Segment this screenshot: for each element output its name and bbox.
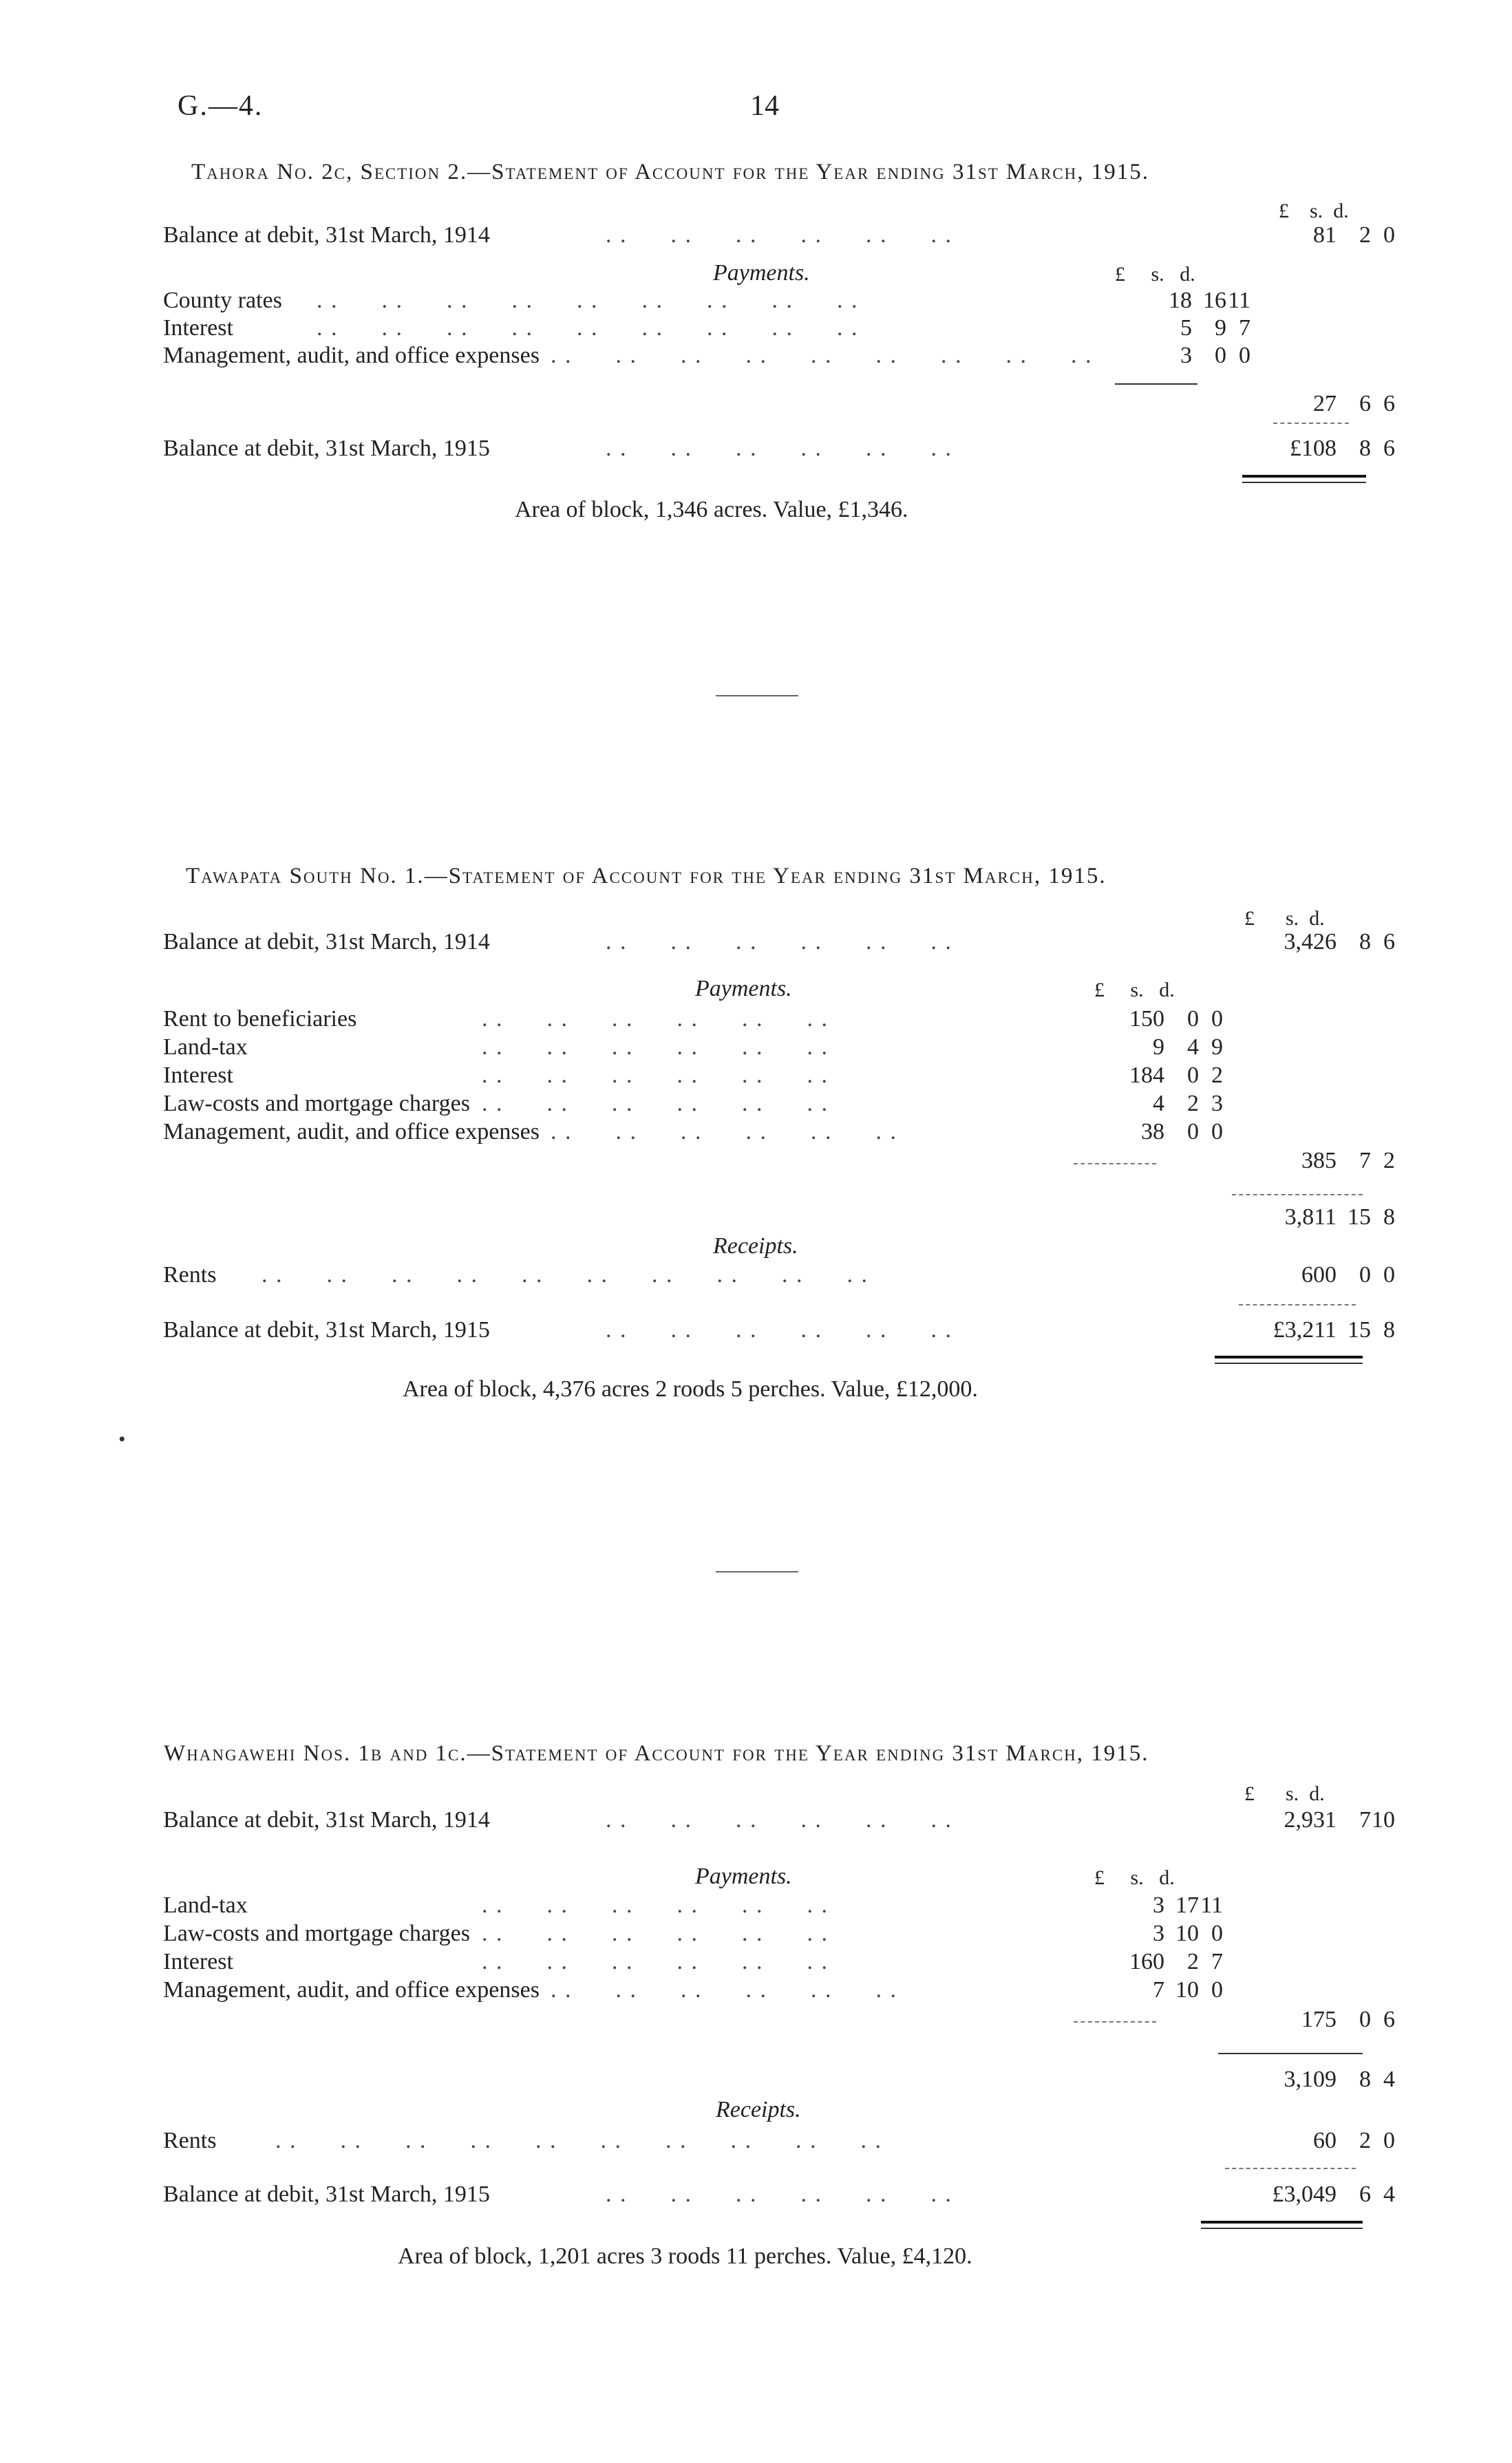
payment-row xyxy=(0,1034,1512,1065)
amount-pence: 9 xyxy=(1211,1034,1223,1060)
amount-pence: 3 xyxy=(1211,1091,1223,1116)
block-area-value: Area of block, 4,376 acres 2 roods 5 perches. Value, £12,000. xyxy=(403,1376,978,1402)
payment-row xyxy=(0,1949,1512,1979)
payment-row xyxy=(0,343,1512,373)
row-label: Balance at debit, 31st March, 1914 xyxy=(163,1807,490,1833)
double-rule xyxy=(1242,482,1366,483)
closing-balance-row xyxy=(0,2182,1512,2212)
amount-pence: 11 xyxy=(1228,288,1250,313)
amount-pence: 0 xyxy=(1383,1262,1395,1288)
block-area-value: Area of block, 1,201 acres 3 roods 11 perches. Value, £4,120. xyxy=(398,2243,972,2269)
payments-total-row xyxy=(0,391,1512,421)
amount-pounds: 60 xyxy=(1313,2128,1337,2153)
rule xyxy=(1225,2168,1356,2169)
pounds-label: £ xyxy=(1244,1782,1255,1805)
statement-title: Tahora No. 2c, Section 2.—Statement of Account for the Year ending 31st March, 1915. xyxy=(191,160,1150,184)
double-rule xyxy=(1201,2228,1363,2229)
shillings-label: s. xyxy=(1286,907,1299,930)
leader-dots: . . . . . . . . . . . . xyxy=(482,1949,829,1974)
payment-row xyxy=(0,315,1512,345)
row-label: Balance at debit, 31st March, 1915 xyxy=(163,436,490,461)
receipt-row xyxy=(0,2128,1512,2158)
currency-header xyxy=(1094,979,1175,1002)
amount-shillings: 0 xyxy=(1359,1262,1371,1288)
amount-pence: 11 xyxy=(1200,1892,1223,1918)
amount-pence: 8 xyxy=(1383,1317,1395,1343)
pence-label: d. xyxy=(1309,907,1325,930)
amount-shillings: 7 xyxy=(1359,1807,1371,1833)
amount-shillings: 0 xyxy=(1187,1119,1199,1144)
payment-row xyxy=(0,1063,1512,1093)
payments-heading: Payments. xyxy=(695,1864,792,1889)
rule xyxy=(1239,1304,1356,1305)
row-label: Interest xyxy=(163,1063,233,1088)
leader-dots: . . . . . . . . . . . . . . . . . . xyxy=(551,343,1093,368)
currency-header xyxy=(1244,1782,1325,1806)
amount-shillings: 4 xyxy=(1187,1034,1199,1060)
currency-header xyxy=(1279,200,1349,223)
amount-pounds: £3,049 xyxy=(1272,2182,1337,2207)
subtotal-row xyxy=(0,2067,1512,2097)
double-rule xyxy=(1215,1356,1363,1358)
row-label: Balance at debit, 31st March, 1914 xyxy=(163,222,490,248)
row-label: Management, audit, and office expenses xyxy=(163,1119,540,1144)
amount-pence: 0 xyxy=(1211,1119,1223,1144)
leader-dots: . . . . . . . . . . . . . . . . . . xyxy=(317,288,859,313)
amount-pounds: 3 xyxy=(1153,1921,1164,1946)
payment-row xyxy=(0,1921,1512,1951)
currency-header xyxy=(1244,907,1325,930)
amount-pence: 4 xyxy=(1383,2067,1395,2092)
amount-pence: 7 xyxy=(1239,315,1250,341)
amount-pounds: 3 xyxy=(1180,343,1192,368)
pence-label: d. xyxy=(1159,1866,1175,1889)
row-label: Balance at debit, 31st March, 1915 xyxy=(163,2182,490,2207)
leader-dots: . . . . . . . . . . . . xyxy=(551,1119,897,1144)
amount-pence: 4 xyxy=(1383,2182,1395,2207)
row-label: Land-tax xyxy=(163,1892,248,1918)
subtotal-row xyxy=(0,1204,1512,1235)
amount-pence: 6 xyxy=(1383,2007,1395,2032)
row-label: County rates xyxy=(163,288,282,313)
amount-shillings: 8 xyxy=(1359,436,1371,461)
leader-dots: . . . . . . . . . . . . . . . . . . . . xyxy=(275,2128,882,2153)
amount-pounds: 38 xyxy=(1141,1119,1164,1144)
leader-dots: . . . . . . . . . . . . . . . . . . xyxy=(317,315,859,341)
amount-pence: 6 xyxy=(1383,929,1395,955)
pounds-label: £ xyxy=(1244,907,1255,930)
amount-pence: 0 xyxy=(1211,1977,1223,2003)
page-number: 14 xyxy=(750,90,779,122)
receipt-row xyxy=(0,1262,1512,1292)
amount-shillings: 17 xyxy=(1175,1892,1199,1918)
amount-shillings: 8 xyxy=(1359,929,1371,955)
row-label: Balance at debit, 31st March, 1914 xyxy=(163,929,490,955)
amount-shillings: 6 xyxy=(1359,2182,1371,2207)
amount-pence: 6 xyxy=(1383,391,1395,416)
shillings-label: s. xyxy=(1130,1866,1144,1889)
shillings-label: s. xyxy=(1130,979,1144,1001)
amount-shillings: 10 xyxy=(1175,1921,1199,1946)
amount-pounds: 600 xyxy=(1301,1262,1337,1288)
rule xyxy=(1273,423,1349,424)
amount-shillings: 2 xyxy=(1359,2128,1371,2153)
row-label: Land-tax xyxy=(163,1034,248,1060)
amount-shillings: 8 xyxy=(1359,2067,1371,2092)
currency-header xyxy=(1094,1866,1175,1890)
receipts-heading: Receipts. xyxy=(713,1233,798,1259)
amount-pence: 2 xyxy=(1383,1148,1395,1173)
rule xyxy=(1232,1194,1363,1195)
leader-dots: . . . . . . . . . . . . xyxy=(482,1034,829,1060)
amount-pence: 0 xyxy=(1211,1921,1223,1946)
pounds-label: £ xyxy=(1094,979,1105,1001)
payments-heading: Payments. xyxy=(713,260,810,286)
opening-balance-row xyxy=(0,1807,1512,1837)
amount-pence: 10 xyxy=(1372,1807,1395,1833)
amount-shillings: 10 xyxy=(1175,1977,1199,2003)
amount-pounds: 5 xyxy=(1180,315,1192,341)
pounds-label: £ xyxy=(1115,263,1125,286)
row-label: Interest xyxy=(163,315,233,341)
amount-shillings: 15 xyxy=(1348,1204,1371,1230)
closing-balance-row xyxy=(0,436,1512,466)
leader-dots: . . . . . . . . . . . . xyxy=(606,2182,952,2207)
amount-pounds: 3 xyxy=(1153,1892,1164,1918)
pounds-label: £ xyxy=(1094,1866,1105,1889)
rule xyxy=(1115,383,1197,385)
opening-balance-row xyxy=(0,222,1512,253)
row-label: Rents xyxy=(163,2128,217,2153)
amount-pounds: 4 xyxy=(1153,1091,1164,1116)
pence-label: d. xyxy=(1180,263,1195,286)
amount-pence: 6 xyxy=(1383,436,1395,461)
amount-pounds: 9 xyxy=(1153,1034,1164,1060)
double-rule xyxy=(1242,475,1366,478)
leader-dots: . . . . . . . . . . . . xyxy=(606,1807,952,1833)
row-label: Management, audit, and office expenses xyxy=(163,1977,540,2003)
amount-shillings: 9 xyxy=(1215,315,1226,341)
amount-pounds: 18 xyxy=(1169,288,1192,313)
pence-label: d. xyxy=(1309,1782,1325,1805)
amount-shillings: 2 xyxy=(1187,1949,1199,1974)
row-label: Management, audit, and office expenses xyxy=(163,343,540,368)
closing-balance-row xyxy=(0,1317,1512,1347)
amount-pounds: 385 xyxy=(1301,1148,1337,1173)
ink-speck: • xyxy=(118,1428,126,1451)
page-reference: G.—4. xyxy=(178,90,264,122)
amount-shillings: 7 xyxy=(1359,1148,1371,1173)
payments-heading: Payments. xyxy=(695,976,792,1001)
leader-dots: . . . . . . . . . . . . xyxy=(482,1091,829,1116)
amount-pounds: 7 xyxy=(1153,1977,1164,2003)
amount-shillings: 15 xyxy=(1348,1317,1371,1343)
amount-pence: 0 xyxy=(1239,343,1250,368)
shillings-label: s. xyxy=(1286,1782,1299,1805)
amount-pounds: £3,211 xyxy=(1273,1317,1337,1343)
payments-total-row xyxy=(0,2007,1512,2037)
double-rule xyxy=(1215,1363,1363,1364)
leader-dots: . . . . . . . . . . . . xyxy=(606,1317,952,1343)
leader-dots: . . . . . . . . . . . . xyxy=(606,222,952,248)
amount-pounds: 175 xyxy=(1301,2007,1337,2032)
pounds-label: £ xyxy=(1279,200,1289,222)
leader-dots: . . . . . . . . . . . . xyxy=(606,929,952,955)
payment-row xyxy=(0,1119,1512,1149)
amount-pounds: 3,426 xyxy=(1284,929,1337,955)
block-area-value: Area of block, 1,346 acres. Value, £1,346. xyxy=(515,497,908,522)
statement-title: Whangawehi Nos. 1b and 1c.—Statement of Account for the Year ending 31st March, 1915. xyxy=(164,1741,1149,1766)
amount-shillings: 6 xyxy=(1359,391,1371,416)
amount-pounds: 3,109 xyxy=(1284,2067,1337,2092)
leader-dots: . . . . . . . . . . . . xyxy=(482,1921,829,1946)
currency-header xyxy=(1115,263,1195,286)
payment-row xyxy=(0,1977,1512,2007)
amount-pence: 0 xyxy=(1383,222,1395,248)
leader-dots: . . . . . . . . . . . . . . . . . . . . xyxy=(262,1262,869,1288)
pence-label: d. xyxy=(1159,979,1175,1001)
double-rule xyxy=(1201,2221,1363,2224)
section-separator xyxy=(716,1571,798,1572)
amount-pounds: 160 xyxy=(1129,1949,1164,1974)
amount-pounds: 184 xyxy=(1129,1063,1164,1088)
row-label: Rents xyxy=(163,1262,217,1288)
amount-pounds: 150 xyxy=(1129,1006,1164,1032)
receipts-heading: Receipts. xyxy=(716,2097,801,2122)
amount-pounds: 3,811 xyxy=(1284,1204,1337,1230)
leader-dots: . . . . . . . . . . . . xyxy=(551,1977,897,2003)
leader-dots: . . . . . . . . . . . . xyxy=(606,436,952,461)
row-label: Law-costs and mortgage charges xyxy=(163,1921,470,1946)
row-label: Interest xyxy=(163,1949,233,1974)
leader-dots: . . . . . . . . . . . . xyxy=(482,1892,829,1918)
amount-shillings: 16 xyxy=(1203,288,1226,313)
amount-pence: 7 xyxy=(1211,1949,1223,1974)
amount-shillings: 0 xyxy=(1359,2007,1371,2032)
section-separator xyxy=(716,695,798,696)
amount-pounds: 27 xyxy=(1313,391,1337,416)
leader-dots: . . . . . . . . . . . . xyxy=(482,1063,829,1088)
leader-dots: . . . . . . . . . . . . xyxy=(482,1006,829,1032)
rule xyxy=(1218,2053,1363,2054)
row-label: Law-costs and mortgage charges xyxy=(163,1091,470,1116)
shillings-label: s. xyxy=(1310,200,1323,222)
payments-total-row xyxy=(0,1148,1512,1178)
amount-pence: 0 xyxy=(1383,2128,1395,2153)
amount-shillings: 0 xyxy=(1215,343,1226,368)
amount-shillings: 0 xyxy=(1187,1006,1199,1032)
payment-row xyxy=(0,288,1512,318)
statement-title: Tawapata South No. 1.—Statement of Account for the Year ending 31st March, 1915. xyxy=(186,864,1107,888)
payment-row xyxy=(0,1091,1512,1121)
amount-pounds: 81 xyxy=(1313,222,1337,248)
pence-label: d. xyxy=(1333,200,1349,222)
row-label: Rent to beneficiaries xyxy=(163,1006,357,1032)
amount-pounds: £108 xyxy=(1290,436,1337,461)
payment-row xyxy=(0,1892,1512,1923)
payment-row xyxy=(0,1006,1512,1036)
amount-shillings: 2 xyxy=(1187,1091,1199,1116)
opening-balance-row xyxy=(0,929,1512,959)
amount-pounds: 2,931 xyxy=(1284,1807,1337,1833)
row-label: Balance at debit, 31st March, 1915 xyxy=(163,1317,490,1343)
shillings-label: s. xyxy=(1151,263,1164,286)
amount-pence: 2 xyxy=(1211,1063,1223,1088)
amount-shillings: 2 xyxy=(1359,222,1371,248)
amount-pence: 0 xyxy=(1211,1006,1223,1032)
amount-shillings: 0 xyxy=(1187,1063,1199,1088)
amount-pence: 8 xyxy=(1383,1204,1395,1230)
